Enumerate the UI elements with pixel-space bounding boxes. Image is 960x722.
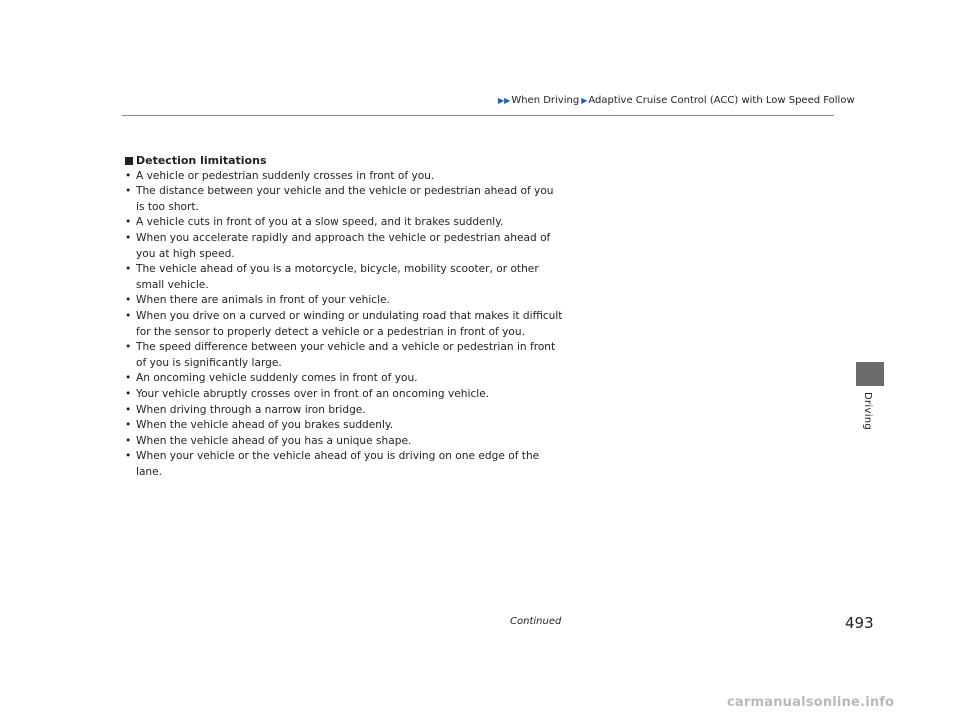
header-divider [122, 115, 834, 116]
breadcrumb-arrow-icon: ▶ [581, 96, 588, 105]
list-item-text: When driving through a narrow iron bridge. [136, 403, 366, 416]
breadcrumb [498, 95, 855, 106]
bullet-icon: • [125, 450, 132, 463]
list-item [125, 262, 565, 293]
bullet-icon: • [125, 309, 132, 322]
section-heading [125, 153, 565, 169]
list-item-text: A vehicle cuts in front of you at a slow speed, and it brakes suddenly. [136, 216, 504, 229]
list-item [125, 403, 565, 419]
bullet-icon: • [125, 169, 132, 182]
bullet-icon: • [125, 294, 132, 307]
bullet-icon: • [125, 341, 132, 354]
list-item [125, 215, 565, 231]
bullet-icon: • [125, 419, 132, 432]
page-number: 493 [845, 614, 874, 632]
list-item [125, 418, 565, 434]
breadcrumb-arrow-icon: ▶▶ [498, 96, 511, 105]
bullet-icon: • [125, 216, 132, 229]
continued-label: Continued [510, 616, 562, 627]
list-item-text: When there are animals in front of your vehicle. [136, 294, 390, 307]
bullet-icon: • [125, 231, 132, 244]
list-item [125, 169, 565, 185]
bullet-icon: • [125, 372, 132, 385]
bullet-list [125, 169, 565, 481]
bullet-icon: • [125, 403, 132, 416]
main-content [125, 153, 565, 480]
list-item [125, 309, 565, 340]
list-item-text: When the vehicle ahead of you has a unique shape. [136, 434, 412, 447]
watermark: carmanualsonline.info [727, 695, 895, 710]
section-heading-text: Detection limitations [136, 154, 267, 167]
list-item [125, 387, 565, 403]
list-item [125, 231, 565, 262]
list-item-text: The distance between your vehicle and the vehicle or pedestrian ahead of you is too short. [136, 185, 554, 213]
list-item [125, 434, 565, 450]
bullet-icon: • [125, 263, 132, 276]
list-item-text: When the vehicle ahead of you brakes suddenly. [136, 419, 394, 432]
list-item [125, 449, 565, 480]
list-item-text: When you accelerate rapidly and approach the vehicle or pedestrian ahead of you at high speed. [136, 231, 551, 260]
section-label: Driving [862, 392, 873, 431]
bullet-icon: • [125, 387, 132, 400]
list-item [125, 340, 565, 371]
bullet-icon: • [125, 434, 132, 447]
breadcrumb-item[interactable]: When Driving [511, 95, 580, 106]
list-item-text: When your vehicle or the vehicle ahead of you is driving on one edge of the lane. [136, 450, 540, 478]
section-tab-marker [856, 362, 884, 386]
list-item-text: A vehicle or pedestrian suddenly crosses in front of you. [136, 169, 435, 182]
square-marker-icon [125, 157, 133, 165]
list-item-text: The speed difference between your vehicle and a vehicle or pedestrian in front of you is significantly large. [136, 341, 556, 369]
list-item-text: Your vehicle abruptly crosses over in front of an oncoming vehicle. [136, 387, 490, 400]
bullet-icon: • [125, 185, 132, 198]
breadcrumb-item[interactable]: Adaptive Cruise Control (ACC) with Low Speed Follow [588, 95, 855, 106]
list-item-text: An oncoming vehicle suddenly comes in front of you. [136, 372, 418, 385]
list-item [125, 371, 565, 387]
list-item-text: When you drive on a curved or winding or undulating road that makes it difficult for the sensor to properly detect a vehicle or a pedestrian in front of you. [136, 309, 563, 338]
list-item-text: The vehicle ahead of you is a motorcycle, bicycle, mobility scooter, or other small vehicle. [136, 263, 539, 291]
list-item [125, 293, 565, 309]
list-item [125, 184, 565, 215]
